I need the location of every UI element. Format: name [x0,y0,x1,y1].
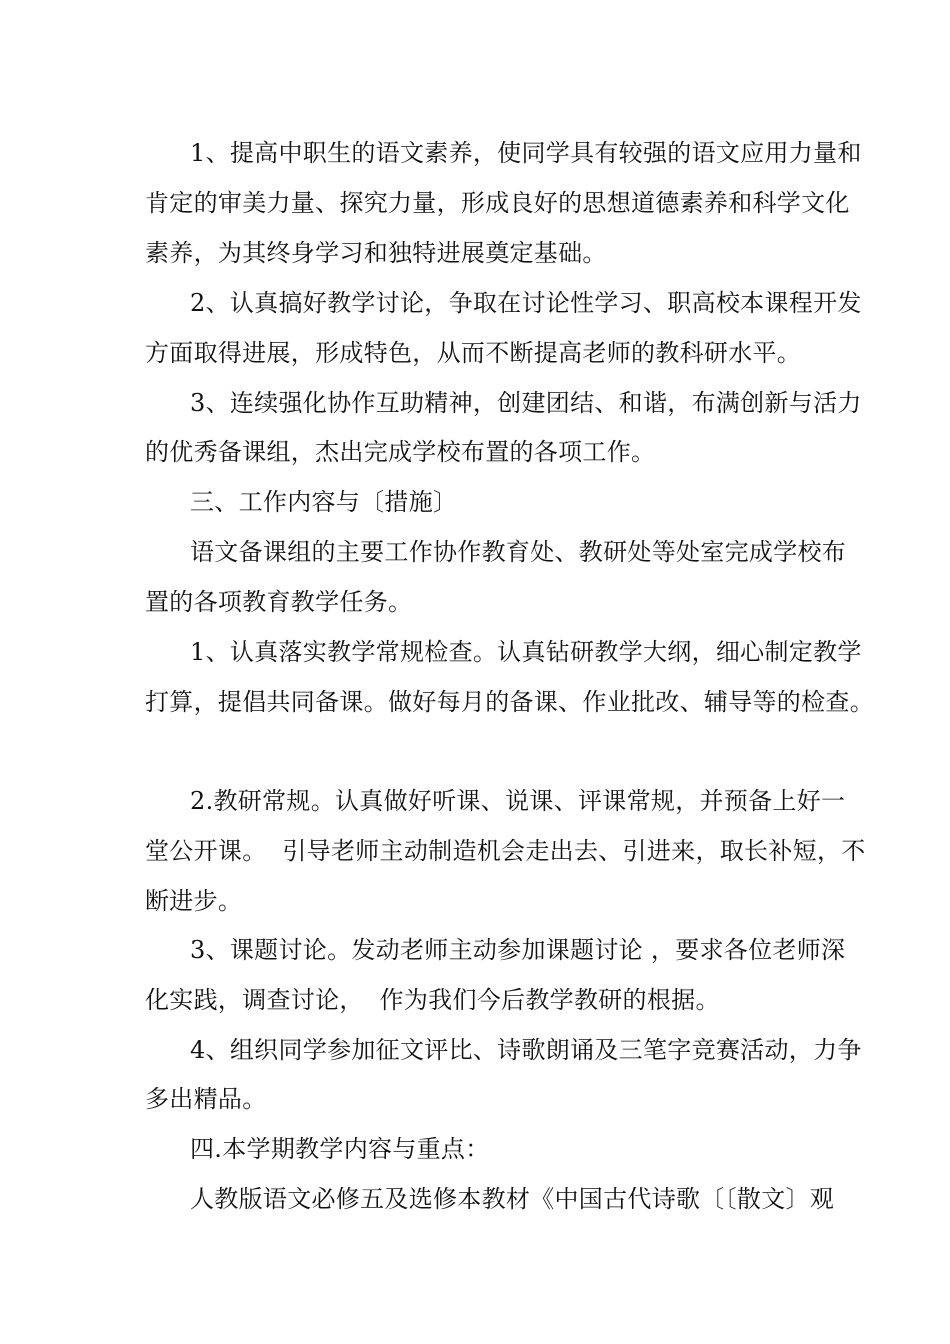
paragraph-line: 2.教研常规。认真做好听课、说课、评课常规，并预备上好一 [190,787,846,815]
paragraph-line: 人教版语文必修五及选修本教材《中国古代诗歌〔〔散文〕观 [190,1185,835,1213]
paragraph-line: 化实践，调查讨论， 作为我们今后教学教研的根据。 [145,986,720,1014]
paragraph-line: 多出精品。 [145,1085,267,1113]
paragraph-line: 4、组织同学参加征文评比、诗歌朗诵及三笔字竞赛活动，力争 [190,1036,862,1064]
paragraph-line: 肯定的审美力量、探究力量，形成良好的思想道德素养和科学文化 [145,189,850,217]
paragraph-line: 堂公开课。 引导老师主动制造机会走出去、引进来，取长补短，不 [145,837,866,865]
section-heading: 三、工作内容与〔措施〕 [190,488,458,516]
section-heading: 四.本学期教学内容与重点： [190,1135,490,1163]
paragraph-line: 置的各项教育教学任务。 [145,588,413,616]
paragraph-line: 的优秀备课组，杰出完成学校布置的各项工作。 [145,438,656,466]
paragraph-line: 语文备课组的主要工作协作教育处、教研处等处室完成学校布 [190,538,847,566]
paragraph-line: 1、认真落实教学常规检查。认真钻研教学大纲，细心制定教学 [190,638,862,666]
paragraph-line: 断进步。 [145,887,243,915]
paragraph-line: 1、提高中职生的语文素养，使同学具有较强的语文应用力量和 [190,139,862,167]
paragraph-line: 打算，提倡共同备课。做好每月的备课、作业批改、辅导等的检查。 [145,688,874,716]
paragraph-line: 3、连续强化协作互助精神，创建团结、和谐，布满创新与活力 [190,389,862,417]
paragraph-line: 素养，为其终身学习和独特进展奠定基础。 [145,239,607,267]
paragraph-line: 3、课题讨论。发动老师主动参加课题讨论 ，要求各位老师深 [190,936,846,964]
paragraph-line: 方面取得进展，形成特色，从而不断提高老师的教科研水平。 [145,339,802,367]
paragraph-line: 2、认真搞好教学讨论，争取在讨论性学习、职高校本课程开发 [190,289,862,317]
